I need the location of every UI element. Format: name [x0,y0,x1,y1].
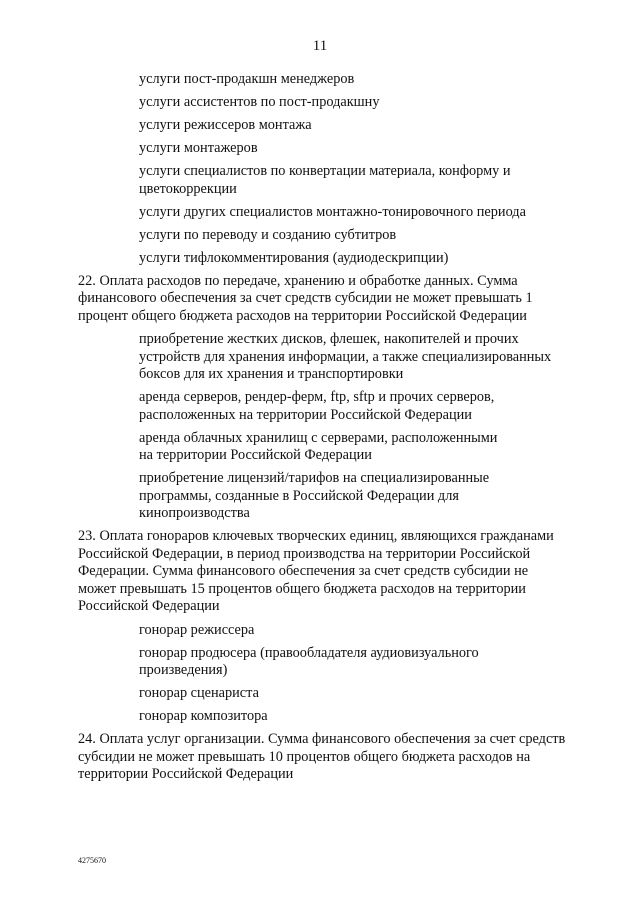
list-item: услуги монтажеров [139,140,258,156]
list-item: аренда облачных хранилищ с серверами, расположенными на территории Российской Федерации [139,429,498,463]
list-item: услуги других специалистов монтажно-тонировочного периода [139,203,526,220]
list-item: услуги специалистов по конвертации материала, конформу и цветокоррекции [139,163,511,197]
list-item: услуги режиссеров монтажа [139,117,312,133]
list-item: гонорар сценариста [139,685,259,701]
list-item: гонорар режиссера [139,621,255,638]
list-item: услуги по переводу и созданию субтитров [139,226,397,243]
paragraph-23: 23. Оплата гонораров ключевых творческих единиц, являющихся гражданами Российской Федерации, в период производства на территории Российской Федерации. Сумма финансового обеспечения за счет средств субсидии не может превышать 15 процентов общего бюджета расходов на территории Российской Федерации [78,528,554,614]
paragraph-24: 24. Оплата услуг организации. Сумма финансового обеспечения за счет средств субсидии не может превышать 10 процентов общего бюджета расходов на территории Российской Федерации [78,731,566,782]
page-number: 11 [312,38,328,54]
list-item: услуги пост-продакшн менеджеров [139,71,355,87]
list-item: гонорар композитора [139,708,268,724]
list-item: аренда серверов, рендер-ферм, ftp, sftp и прочих серверов, расположенных на территории Российской Федерации [139,389,495,423]
list-item: услуги тифлокомментирования (аудиодескрипции) [139,249,449,266]
list-item: приобретение лицензий/тарифов на специализированные программы, созданные в Российской Федерации для кинопроизводства [139,470,490,521]
paragraph-22: 22. Оплата расходов по передаче, хранению и обработке данных. Сумма финансового обеспечения за счет средств субсидии не может превышать 1 процент общего бюджета расходов на территории Российской Федерации [78,272,533,324]
document-body [78,71,568,790]
list-item: гонорар продюсера (правообладателя аудиовизуального произведения) [139,644,479,678]
list-item: приобретение жестких дисков, флешек, накопителей и прочих устройств для хранения информации, а также специализированных боксов для их хранения и транспортировки [139,331,552,382]
list-item: услуги ассистентов по пост-продакшну [139,94,380,110]
document-code: 4275670 [78,856,106,865]
